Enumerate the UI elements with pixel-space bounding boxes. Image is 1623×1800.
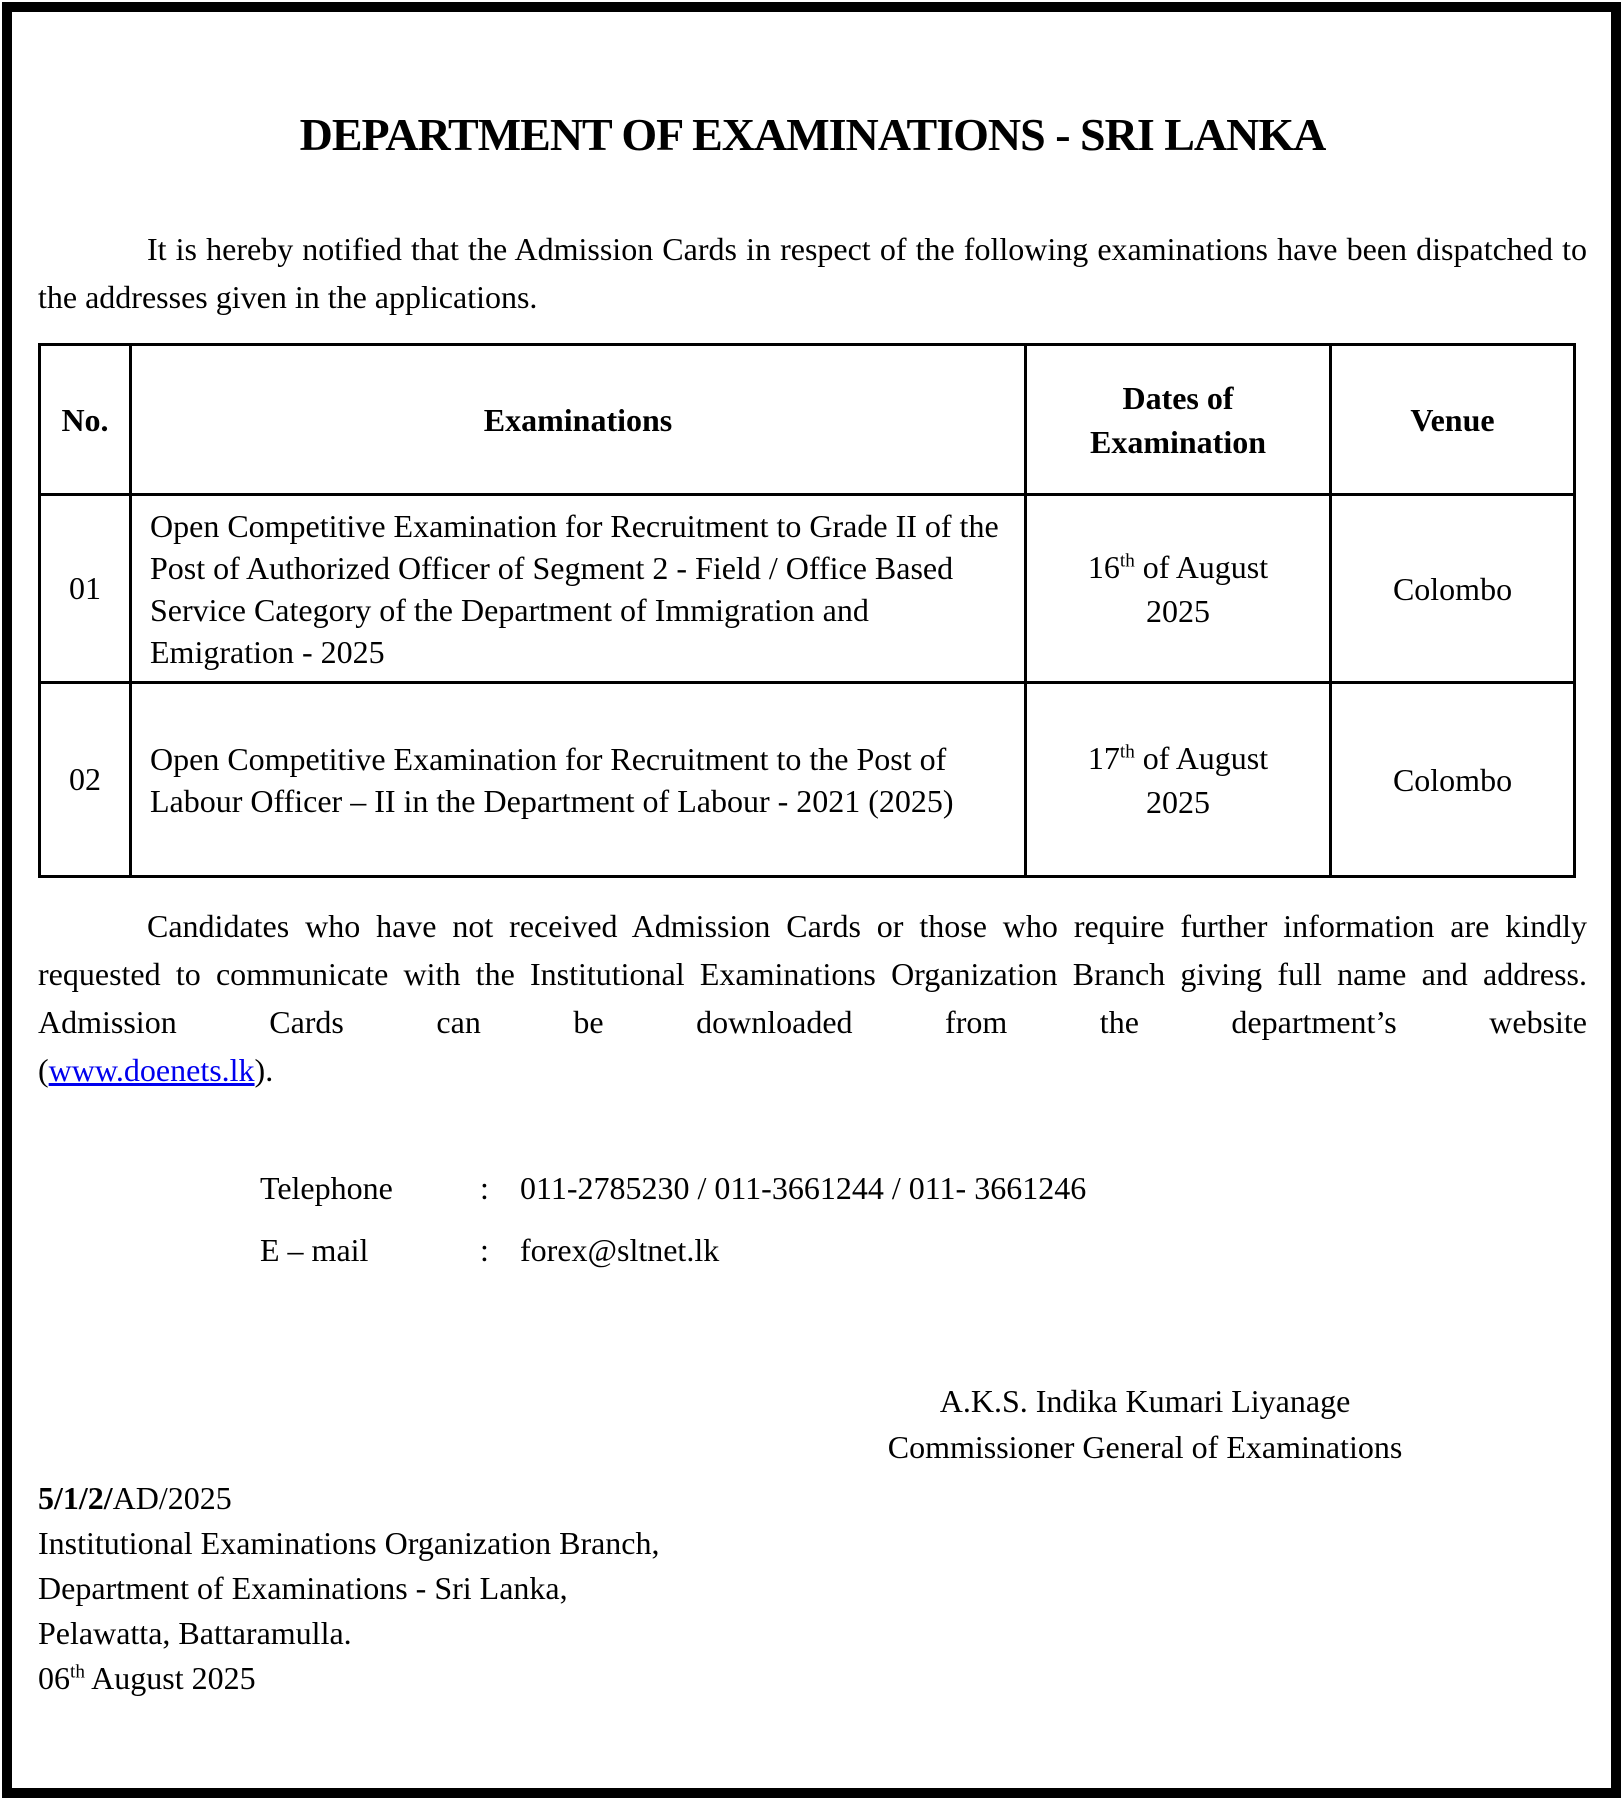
link-suffix: ).	[254, 1052, 274, 1088]
link-prefix: (	[38, 1052, 49, 1088]
examinations-table	[38, 343, 1576, 878]
date-ordinal: th	[1119, 549, 1135, 571]
row-number: 01	[40, 495, 131, 683]
footer-date-rest: August 2025	[84, 1660, 256, 1696]
reference-number	[38, 1476, 1587, 1521]
table-row	[40, 683, 1575, 877]
column-header-dates: Dates of Examination	[1026, 345, 1331, 495]
date-month: of August	[1134, 548, 1269, 585]
date-day: 16	[1087, 548, 1120, 585]
contact-block	[38, 1164, 1587, 1274]
column-header-venue: Venue	[1331, 345, 1575, 495]
row-number: 02	[40, 683, 131, 877]
notice-document	[12, 107, 1611, 1701]
examination-venue: Colombo	[1331, 495, 1575, 683]
intro-paragraph: It is hereby notified that the Admission Cards in respect of the following examinations have been dispatched to the addresses given in the applications.	[38, 231, 1587, 315]
footer-date-day: 06	[38, 1660, 70, 1696]
page-title: DEPARTMENT OF EXAMINATIONS - SRI LANKA	[299, 109, 1326, 160]
column-header-examinations: Examinations	[131, 345, 1026, 495]
footer-block	[38, 1476, 1587, 1701]
address-line: Department of Examinations - Sri Lanka,	[38, 1570, 568, 1606]
date-year: 2025	[1146, 592, 1210, 629]
info-paragraph	[38, 902, 1587, 1094]
examination-venue: Colombo	[1331, 683, 1575, 877]
examination-name: Open Competitive Examination for Recruitment to the Post of Labour Officer – II in the Department of Labour - 2021 (2025)	[131, 683, 1026, 877]
reference-number-bold: 5/1/2/	[38, 1480, 113, 1516]
email-value: forex@sltnet.lk	[520, 1232, 720, 1268]
table-header-row	[40, 345, 1575, 495]
address-line: Pelawatta, Battaramulla.	[38, 1615, 352, 1651]
table-row	[40, 495, 1575, 683]
reference-number-rest: AD/2025	[112, 1480, 232, 1516]
telephone-row	[260, 1164, 1587, 1212]
column-header-no: No.	[40, 345, 131, 495]
info-paragraph-text: Candidates who have not received Admission Cards or those who require further information are kindly requested to communicate with the Institutional Examinations Organization Branch giving full name and address. Admission Cards can be downloaded from the department’s website	[38, 908, 1587, 1040]
examination-date	[1026, 683, 1331, 877]
telephone-label: Telephone	[260, 1170, 393, 1206]
telephone-colon: :	[480, 1170, 489, 1206]
signature-block	[795, 1378, 1495, 1470]
signatory-designation: Commissioner General of Examinations	[887, 1429, 1403, 1465]
email-colon: :	[480, 1232, 489, 1268]
date-day: 17	[1087, 739, 1120, 776]
footer-date-ordinal: th	[70, 1661, 85, 1683]
email-row	[260, 1226, 1587, 1274]
telephone-value: 011-2785230 / 011-3661244 / 011- 3661246	[520, 1170, 1087, 1206]
email-label: E – mail	[260, 1232, 369, 1268]
page-border-inner	[5, 5, 1618, 1795]
date-month: of August	[1134, 739, 1269, 776]
footer-date	[38, 1656, 1587, 1701]
examination-date	[1026, 495, 1331, 683]
website-link[interactable]: www.doenets.lk	[48, 1052, 255, 1088]
date-year: 2025	[1146, 783, 1210, 820]
website-line	[38, 1046, 1587, 1094]
address-line: Institutional Examinations Organization Branch,	[38, 1525, 660, 1561]
date-ordinal: th	[1119, 740, 1135, 762]
examination-name: Open Competitive Examination for Recruitment to Grade II of the Post of Authorized Officer of Segment 2 - Field / Office Based Service Category of the Department of Immigration and Emigration - 2025	[131, 495, 1026, 683]
signatory-name: A.K.S. Indika Kumari Liyanage	[939, 1383, 1351, 1419]
